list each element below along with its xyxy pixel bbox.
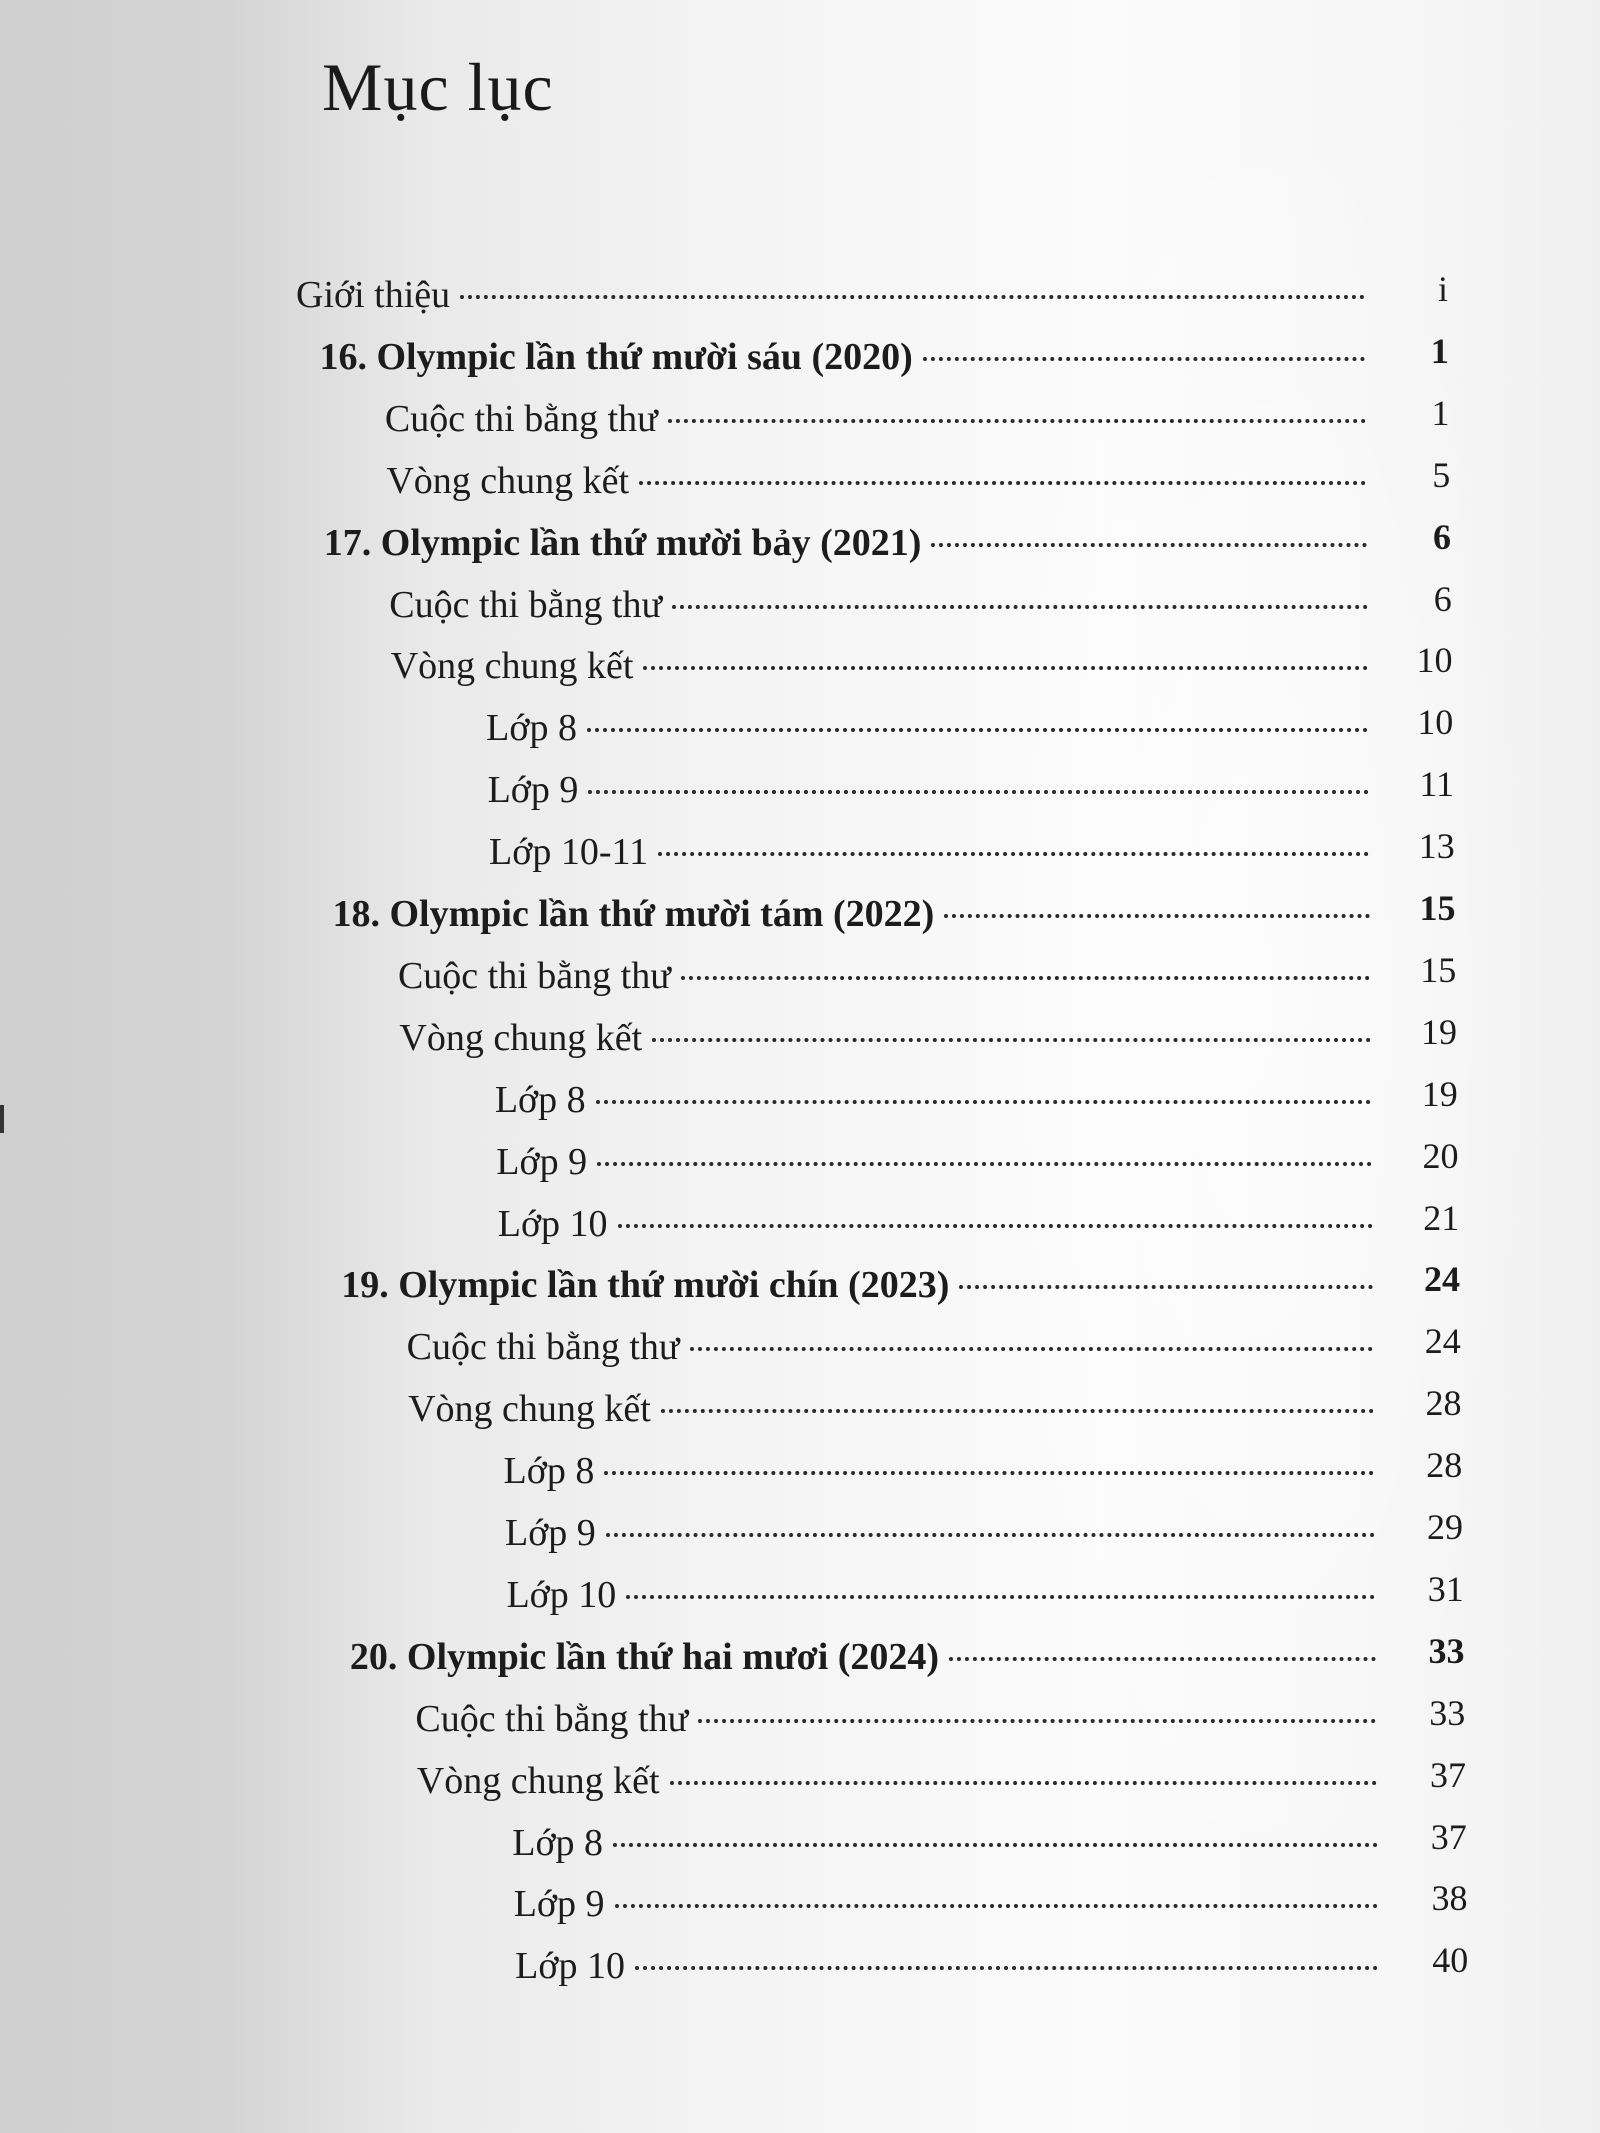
toc-entry-subsection (496, 1137, 1382, 1187)
toc-page-number: 28 (1426, 1445, 1463, 1486)
toc-leader-dots (639, 481, 1366, 485)
toc-label: Vòng chung kết (390, 645, 634, 688)
toc-label: Cuộc thi bằng thư (397, 954, 671, 997)
toc-page-number: 13 (1418, 826, 1455, 867)
toc-label: Vòng chung kết (408, 1388, 651, 1431)
toc-page-number: 24 (1424, 1259, 1460, 1300)
toc-label: 20. Olympic lần thứ hai mươi (2024) (349, 1635, 940, 1678)
toc-entry-chapter (319, 332, 1375, 382)
toc-leader-dots (618, 1224, 1373, 1228)
toc-page-number: 15 (1419, 888, 1456, 928)
toc-leader-dots (944, 914, 1370, 918)
toc-entry-chapter (324, 518, 1377, 568)
toc-leader-dots (949, 1657, 1376, 1661)
toc-page-number: 38 (1431, 1878, 1468, 1919)
toc-page-number: 20 (1422, 1135, 1459, 1176)
toc-page-number: 19 (1421, 1011, 1457, 1052)
toc-label: Lớp 10 (497, 1202, 608, 1245)
toc-leader-dots (670, 1781, 1377, 1785)
toc-page-number: 11 (1419, 764, 1454, 805)
toc-leader-dots (606, 1533, 1375, 1537)
toc-label: Cuộc thi bằng thư (415, 1697, 689, 1740)
toc-leader-dots (672, 605, 1367, 609)
toc-entry-chapter (341, 1260, 1383, 1310)
toc-label: 19. Olympic lần thứ mười chín (2023) (341, 1264, 950, 1307)
toc-entry-subsection (504, 1446, 1385, 1496)
toc-entry-chapter (333, 889, 1381, 939)
toc-page-number: 28 (1425, 1383, 1462, 1424)
toc-page-number: 1 (1430, 330, 1449, 371)
toc-label: Vòng chung kết (399, 1016, 643, 1059)
toc-entry-section (415, 1694, 1386, 1744)
toc-page-number: 10 (1416, 640, 1453, 681)
page-title: Mục lục (322, 49, 554, 125)
toc-page-number: 15 (1420, 949, 1457, 990)
toc-page-number: 6 (1433, 516, 1451, 557)
toc-label: 16. Olympic lần thứ mười sáu (2020) (319, 335, 913, 378)
toc-entry-subsection (498, 1199, 1383, 1249)
toc-leader-dots (604, 1471, 1374, 1475)
toc-entry-subsection (512, 1818, 1387, 1868)
toc-entry-subsection (489, 827, 1379, 877)
toc-entry-subsection (506, 1570, 1385, 1620)
toc-label: 18. Olympic lần thứ mười tám (2022) (332, 893, 935, 935)
toc-page-number: 33 (1428, 1630, 1465, 1671)
toc-leader-dots (635, 1966, 1379, 1970)
toc-leader-dots (587, 728, 1369, 732)
toc-page-number: 33 (1429, 1692, 1466, 1733)
toc-label: 17. Olympic lần thứ mười bảy (2021) (323, 521, 922, 564)
toc-label: Lớp 10-11 (489, 831, 649, 874)
toc-label: Lớp 8 (486, 707, 577, 750)
toc-leader-dots (959, 1285, 1373, 1289)
toc-leader-dots (931, 543, 1367, 547)
toc-entry-subsection (515, 1941, 1388, 1991)
toc-entry-section (386, 456, 1376, 506)
toc-entry-section (391, 641, 1378, 691)
toc-page-number: 24 (1424, 1321, 1461, 1362)
toc-entry-subsection (505, 1508, 1385, 1558)
toc-leader-dots (658, 852, 1369, 856)
toc-page-number: 31 (1427, 1568, 1464, 1609)
toc-page-number: 10 (1417, 702, 1454, 743)
toc-label: Lớp 9 (505, 1512, 596, 1554)
toc-label: Lớp 10 (506, 1573, 617, 1616)
toc-entry-section (408, 1384, 1384, 1434)
toc-leader-dots (615, 1904, 1378, 1908)
toc-leader-dots (923, 357, 1366, 361)
toc-page-number: 19 (1421, 1073, 1458, 1114)
toc-entry-section (389, 580, 1377, 630)
toc-label: Lớp 9 (496, 1140, 588, 1183)
toc-entry-section (399, 1013, 1381, 1063)
toc-label: Lớp 10 (515, 1945, 625, 1988)
toc-leader-dots (652, 1038, 1371, 1042)
toc-page-number: 40 (1432, 1940, 1469, 1981)
toc-page-number: 5 (1432, 454, 1451, 495)
toc-label: Giới thiệu (296, 274, 451, 316)
toc-leader-dots (643, 666, 1368, 670)
toc-page-number: 6 (1433, 578, 1452, 619)
toc-label: Lớp 8 (503, 1450, 595, 1493)
toc-label: Vòng chung kết (416, 1759, 660, 1802)
toc-entry-subsection (488, 765, 1379, 815)
toc-entry-section (385, 394, 1376, 444)
toc-label: Lớp 9 (487, 769, 579, 812)
toc-page-number: 1 (1431, 392, 1450, 433)
toc-entry-section (417, 1756, 1387, 1806)
toc-label: Vòng chung kết (386, 459, 630, 502)
toc-entry-chapter (350, 1632, 1386, 1682)
toc-leader-dots (690, 1347, 1374, 1351)
toc-label: Lớp 8 (494, 1078, 586, 1121)
toc-leader-dots (596, 1100, 1372, 1104)
toc-entry-section (407, 1322, 1384, 1372)
toc-label: Lớp 8 (512, 1821, 604, 1864)
toc-leader-dots (626, 1595, 1375, 1599)
toc-leader-dots (681, 976, 1371, 980)
toc-entry-subsection (486, 703, 1378, 753)
toc-entry-section (398, 951, 1381, 1001)
toc-page-number: i (1437, 269, 1448, 309)
toc-leader-dots (668, 419, 1366, 423)
toc-leader-dots (613, 1843, 1377, 1847)
toc-page-number: 37 (1430, 1816, 1467, 1857)
toc-page-number: 29 (1427, 1507, 1463, 1547)
toc-entry-intro (296, 270, 1375, 320)
toc-label: Cuộc thi bằng thư (389, 583, 663, 626)
toc-leader-dots (597, 1162, 1372, 1166)
toc-leader-dots (588, 790, 1369, 794)
toc-label: Cuộc thi bằng thư (384, 397, 658, 440)
toc-page-number: 37 (1430, 1754, 1466, 1795)
toc-leader-dots (698, 1719, 1376, 1723)
toc-entry-subsection (495, 1075, 1382, 1125)
toc-entry-subsection (514, 1879, 1388, 1929)
toc-leader-dots (460, 295, 1365, 299)
toc-label: Cuộc thi bằng thư (406, 1326, 680, 1369)
toc-leader-dots (661, 1409, 1374, 1413)
toc-label: Lớp 9 (513, 1883, 605, 1926)
toc-page-number: 21 (1423, 1197, 1460, 1238)
